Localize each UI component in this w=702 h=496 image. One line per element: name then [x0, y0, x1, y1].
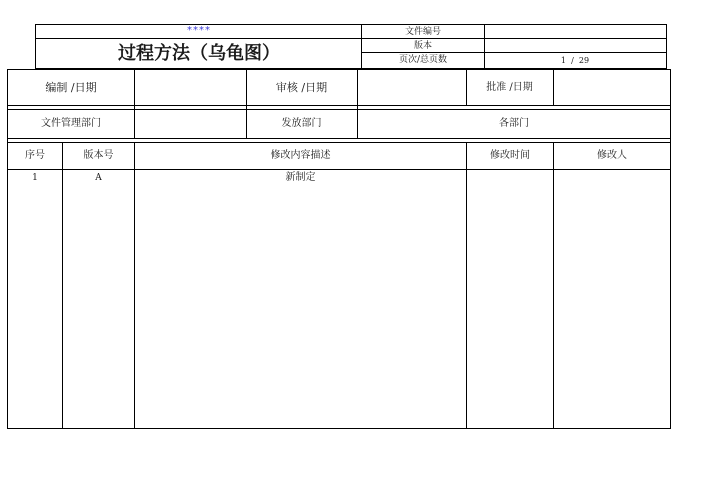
row-divider	[8, 138, 670, 139]
prepared-by-value	[135, 70, 246, 105]
approved-by-label: 批准 /日期	[486, 82, 533, 93]
header-changed-by: 修改人	[597, 150, 627, 161]
row-changed-by	[554, 171, 670, 185]
document-header	[35, 24, 667, 69]
document-title: 过程方法（乌龟图）	[118, 43, 280, 64]
header-title-block	[36, 25, 362, 68]
doc-number-label: 文件编号	[362, 25, 485, 38]
version-row	[362, 39, 666, 53]
header-seq-no: 序号	[25, 150, 45, 161]
doc-number-row	[362, 25, 666, 39]
approved-by-value	[554, 70, 670, 105]
doc-management-dept-label: 文件管理部门	[41, 118, 101, 129]
issuing-dept-value: 各部门	[499, 118, 529, 129]
row-divider	[8, 169, 670, 170]
row-change-date	[467, 171, 553, 185]
row-change-description: 新制定	[285, 172, 316, 183]
company-placeholder: ****	[36, 25, 362, 39]
row-seq-no: 1	[32, 173, 38, 183]
revision-record-table	[7, 69, 671, 429]
reviewed-by-label: 审核 /日期	[275, 81, 328, 94]
version-label: 版本	[362, 39, 485, 52]
row-divider	[8, 105, 670, 106]
prepared-by-label: 编制 /日期	[45, 81, 97, 94]
header-version-no: 版本号	[83, 150, 114, 161]
reviewed-by-value	[358, 70, 466, 105]
header-change-date: 修改时间	[490, 150, 530, 161]
version-value	[484, 39, 666, 52]
issuing-dept-label: 发放部门	[281, 118, 322, 129]
page-count-row	[362, 53, 666, 68]
doc-number-value	[484, 25, 666, 38]
row-version-no: A	[95, 173, 102, 183]
header-change-description: 修改内容描述	[270, 150, 331, 161]
page-count-value: 1 / 29	[560, 56, 590, 65]
page-count-label: 页次/总页数	[362, 53, 485, 68]
doc-management-dept-value	[135, 110, 246, 138]
